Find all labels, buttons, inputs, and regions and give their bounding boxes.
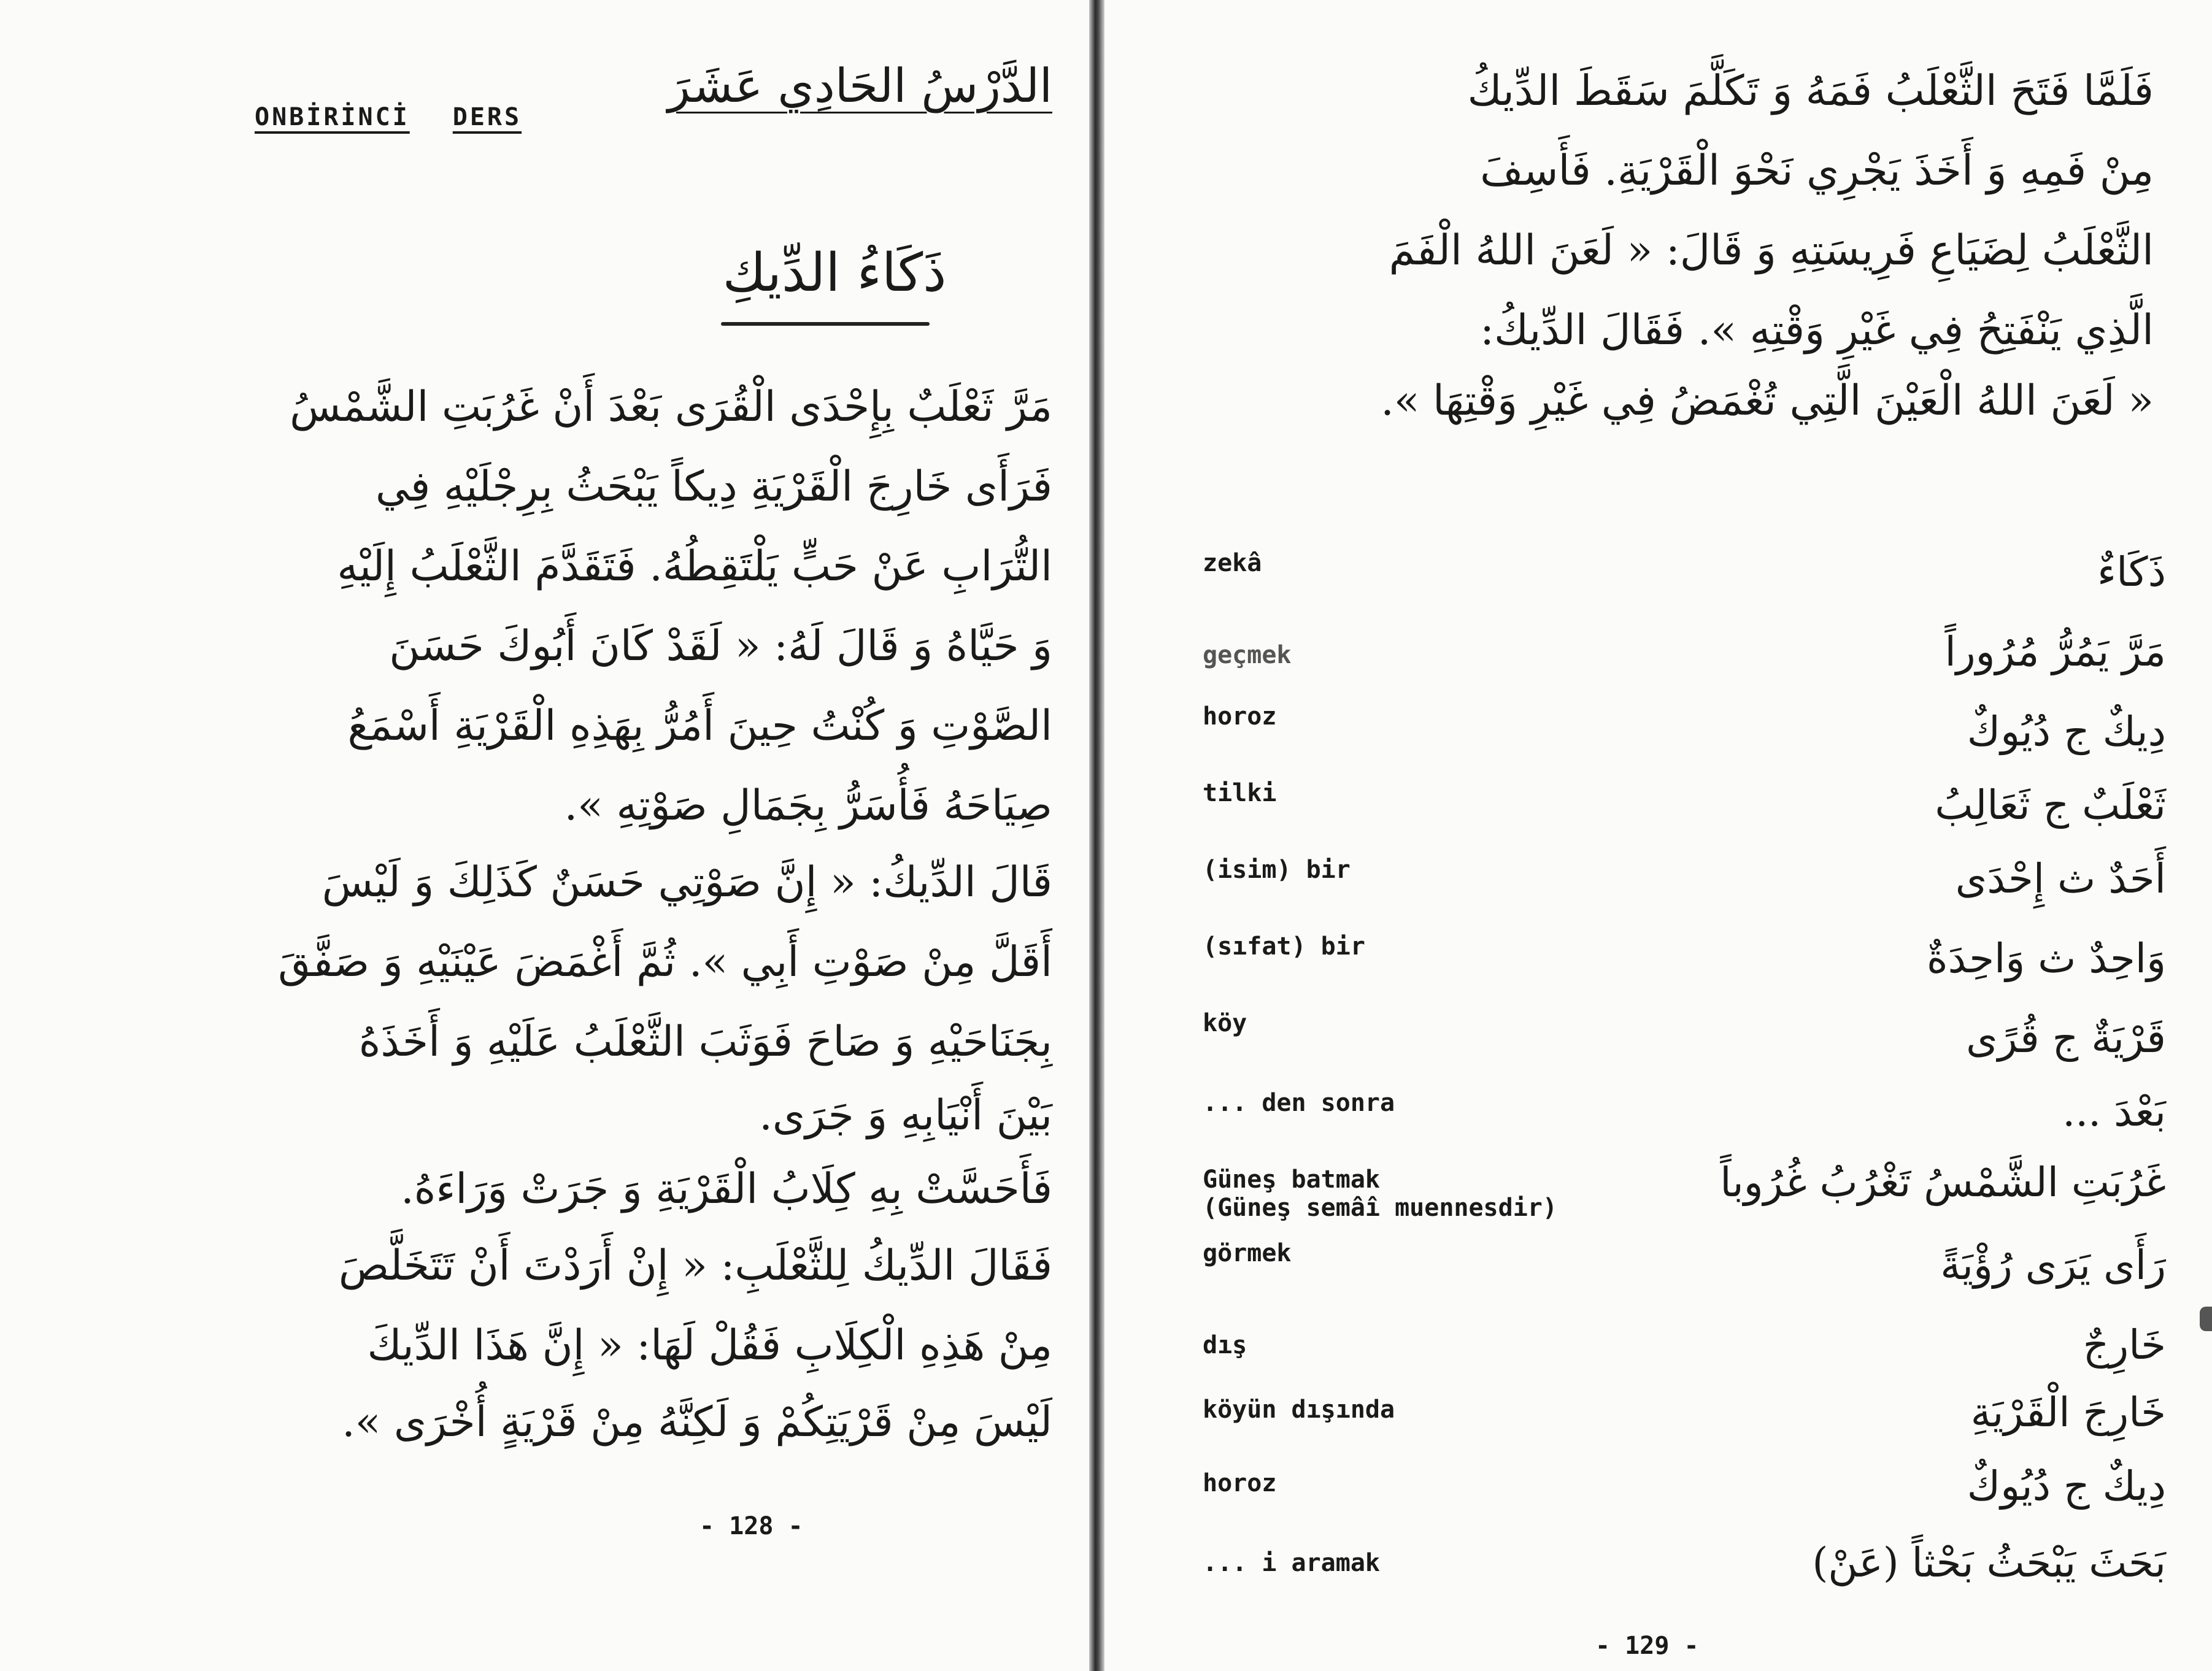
- text-line: مِنْ هَذِهِ الْكِلَابِ فَقُلْ لَهَا: « إِنَّ هَذَا الدِّيكَ: [367, 1321, 1052, 1370]
- text-line: مَرَّ ثَعْلَبٌ بِإِحْدَى الْقُرَى بَعْدَ أَنْ غَرُبَتِ الشَّمْسُ: [290, 383, 1052, 431]
- vocab-turkish: ... i aramak: [1203, 1549, 1380, 1577]
- vocab-arabic: وَاحِدٌ ث وَاحِدَةٌ: [1927, 935, 2166, 982]
- vocab-arabic: أَحَدٌ ث إِحْدَى: [1955, 855, 2166, 902]
- text-line: صِيَاحَهُ فَأُسَرُّ بِجَمَالِ صَوْتِهِ ».: [564, 782, 1052, 830]
- page-edge-mark: [2200, 1307, 2212, 1331]
- text-line: « لَعَنَ اللهُ الْعَيْنَ الَّتِي تُغْمَضُ فِي غَيْرِ وَقْتِهَا ».: [1381, 377, 2154, 425]
- vocab-arabic: رَأَى يَرَى رُؤْيَةً: [1940, 1242, 2166, 1289]
- vocab-turkish-main: Güneş batmak: [1203, 1166, 1380, 1194]
- vocab-turkish: köy: [1203, 1009, 1247, 1037]
- text-line: قَالَ الدِّيكُ: « إِنَّ صَوْتِي حَسَنٌ كَذَلِكَ وَ لَيْسَ: [322, 858, 1052, 907]
- vocab-arabic: ثَعْلَبٌ ج ثَعَالِبُ: [1935, 782, 2166, 829]
- text-line: وَ حَيَّاهُ وَ قَالَ لَهُ: « لَقَدْ كَانَ أَبُوكَ حَسَنَ: [389, 622, 1052, 670]
- text-line: فَرَأَى خَارِجَ الْقَرْيَةِ دِيكاً يَبْحَثُ بِرِجْلَيْهِ فِي: [376, 463, 1052, 511]
- left-page: [0, 0, 1089, 1671]
- vocab-turkish: [1203, 1166, 1557, 1222]
- text-line: أَقَلَّ مِنْ صَوْتِ أَبِي ». ثُمَّ أَغْمَضَ عَيْنَيْهِ وَ صَفَّقَ: [278, 938, 1052, 986]
- text-line: الَّذِي يَنْفَتِحُ فِي غَيْرِ وَقْتِهِ ». فَقَالَ الدِّيكُ:: [1480, 306, 2154, 355]
- text-line: لَيْسَ مِنْ قَرْيَتِكُمْ وَ لَكِنَّهُ مِنْ قَرْيَةٍ أُخْرَى ».: [342, 1398, 1052, 1446]
- vocab-turkish: tilki: [1203, 779, 1277, 807]
- text-line: الصَّوْتِ وَ كُنْتُ حِينَ أَمُرُّ بِهَذِهِ الْقَرْيَةِ أَسْمَعُ: [347, 702, 1052, 750]
- vocab-arabic: قَرْيَةٌ ج قُرًى: [1966, 1015, 2166, 1062]
- vocab-arabic: مَرَّ يَمُرُّ مُرُوراً: [1944, 628, 2166, 675]
- vocab-turkish: (sıfat) bir: [1203, 932, 1365, 961]
- vocab-turkish: horoz: [1203, 702, 1277, 731]
- page-number: - 128 -: [699, 1512, 803, 1540]
- vocab-arabic: خَارِجَ الْقَرْيَةِ: [1970, 1389, 2166, 1436]
- lesson-header-arabic: الدَّرْسُ الحَادِي عَشَرَ: [668, 58, 1052, 113]
- vocab-arabic: خَارِجٌ: [2083, 1321, 2166, 1369]
- vocab-arabic: دِيكٌ ج دُيُوكٌ: [1967, 708, 2166, 755]
- text-line: فَلَمَّا فَتَحَ الثَّعْلَبُ فَمَهُ وَ تَكَلَّمَ سَقَطَ الدِّيكُ: [1467, 67, 2154, 115]
- text-line: بَيْنَ أَنْيَابِهِ وَ جَرَى.: [759, 1091, 1052, 1140]
- title-underline: [721, 322, 930, 326]
- vocab-arabic: بَحَثَ يَبْحَثُ بَحْثاً (عَنْ): [1812, 1539, 2166, 1586]
- text-line: بِجَنَاحَيْهِ وَ صَاحَ فَوَثَبَ الثَّعْلَبُ عَلَيْهِ وَ أَخَذَهُ: [358, 1018, 1052, 1066]
- text-line: التُّرَابِ عَنْ حَبٍّ يَلْتَقِطُهُ. فَتَقَدَّمَ الثَّعْلَبُ إِلَيْهِ: [337, 542, 1052, 591]
- lesson-header-latin: [255, 103, 522, 131]
- text-line: الثَّعْلَبُ لِضَيَاعِ فَرِيسَتِهِ وَ قَالَ: « لَعَنَ اللهُ الْفَمَ: [1389, 226, 2154, 275]
- book-gutter: [1089, 0, 1104, 1671]
- vocab-arabic: بَعْدَ ...: [2062, 1088, 2166, 1135]
- page-number: - 129 -: [1595, 1632, 1699, 1660]
- vocab-turkish: köyün dışında: [1203, 1396, 1395, 1424]
- vocab-turkish-note: (Güneş semâî muennesdir): [1203, 1194, 1557, 1222]
- vocab-turkish: zekâ: [1203, 549, 1262, 577]
- header-word-1: ONBİRİNCİ: [255, 103, 410, 131]
- vocab-arabic: غَرُبَتِ الشَّمْسُ تَغْرُبُ غُرُوباً: [1720, 1159, 2166, 1206]
- text-line: مِنْ فَمِهِ وَ أَخَذَ يَجْرِي نَحْوَ الْقَرْيَةِ. فَأَسِفَ: [1480, 147, 2154, 195]
- vocab-turkish: görmek: [1203, 1239, 1292, 1267]
- header-word-2: DERS: [452, 103, 522, 131]
- vocab-turkish: (isim) bir: [1203, 856, 1351, 884]
- vocab-turkish: geçmek: [1203, 641, 1292, 669]
- vocab-turkish: horoz: [1203, 1469, 1277, 1497]
- vocab-arabic: دِيكٌ ج دُيُوكٌ: [1967, 1462, 2166, 1510]
- text-line: فَقَالَ الدِّيكُ لِلثَّعْلَبِ: « إِنْ أَرَدْتَ أَنْ تَتَخَلَّصَ: [338, 1242, 1052, 1290]
- vocab-turkish: ... den sonra: [1203, 1089, 1395, 1117]
- text-line: فَأَحَسَّتْ بِهِ كِلَابُ الْقَرْيَةِ وَ جَرَتْ وَرَاءَهُ.: [401, 1165, 1052, 1213]
- vocab-arabic: ذَكَاءٌ: [2097, 548, 2166, 596]
- lesson-title: ذَكَاءُ الدِّيكِ: [722, 242, 947, 304]
- vocab-turkish: dış: [1203, 1331, 1247, 1359]
